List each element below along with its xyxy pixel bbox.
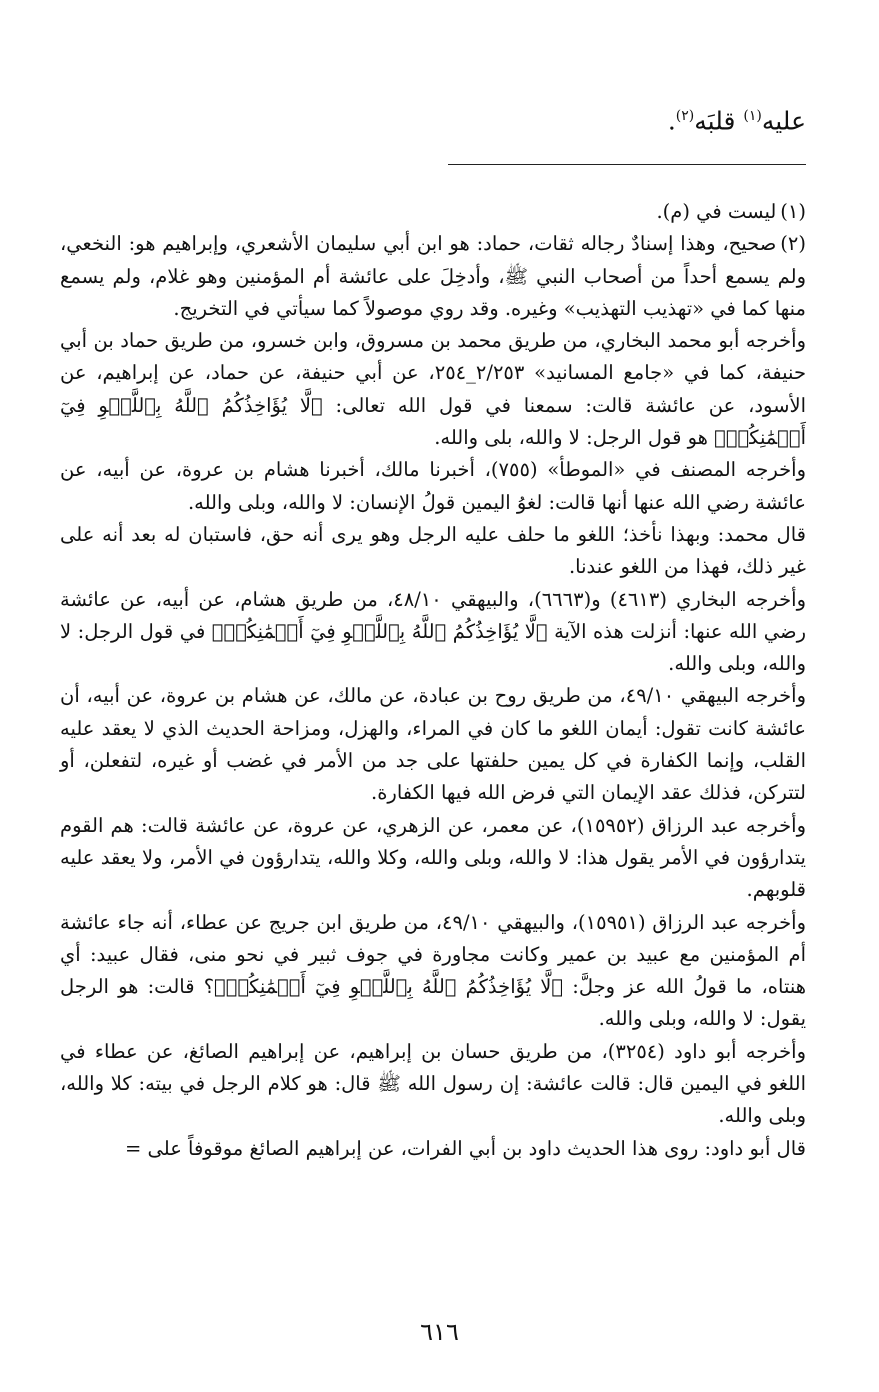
footnotes-block <box>60 196 806 1165</box>
page-number: ٦١٦ <box>420 1318 459 1346</box>
footnote-2-paragraph: وأخرجه أبو داود (٣٢٥٤)، من طريق حسان بن إبراهيم، عن إبراهيم الصائغ، عن عطاء في اللغو في اليمين قال: قالت عائشة: إن رسول الله ﷺ قال: هو كلام الرجل في بيته: كلا والله، وبلى والله. <box>60 1039 806 1128</box>
footnote-2-paragraph: صحيح، وهذا إسنادٌ رجاله ثقات، حماد: هو ابن أبي سليمان الأشعري، وإبراهيم هو: النخعي، ولم يسمع أحداً من أصحاب النبي ﷺ، وأدخِلَ على عائشة أم المؤمنين وهو غلام، ولم يسمع منها كما في «تهذيب التهذيب» وغيره. وقد روي موصولاً كما سيأتي في التخريج. <box>60 232 806 320</box>
main-text-line <box>60 96 806 141</box>
footnote-ref-1: (١) <box>743 108 762 124</box>
main-text-word: عليه <box>761 106 806 136</box>
footnote-2-paragraph: وأخرجه عبد الرزاق (١٥٩٥١)، والبيهقي ٤٩/١٠، من طريق ابن جريج عن عطاء، أنه جاء عائشة أم المؤمنين مع عبيد بن عمير وكانت مجاورة في جوف ثبير في نحو منى، فقال عبيد: أي هنتاه، ما قولُ الله عز وجلَّ: ﴿لَّا يُؤَاخِذُكُمُ ٱللَّهُ بِٱللَّغۡوِ فِيٓ أَيۡمَٰنِكُمۡ﴾؟ قالت: هو الرجل يقول: لا والله، وبلى والله. <box>60 910 806 1031</box>
footnote-2-paragraph: وأخرجه البيهقي ٤٩/١٠، من طريق روح بن عبادة، عن مالك، عن هشام بن عروة، عن أبيه، أن عائشة كانت تقول: أيمان اللغو ما كان في المراء، والهزل، ومزاحة الحديث الذي لا يعقد عليه القلب، وإنما الكفارة في كل يمين حلفتها على جد من الأمر في غضب أو غيره، لتفعلن، أو لتتركن، فذلك عقد الإيمان التي فرض الله فيها الكفارة. <box>60 684 806 805</box>
main-text-end: . <box>667 106 676 136</box>
footnote-1-number: (١) <box>780 200 806 223</box>
main-text-word-2: قلبَه <box>694 106 744 136</box>
footnote-2-paragraph: وأخرجه البخاري (٤٦١٣) و(٦٦٦٣)، والبيهقي ٤٨/١٠، من طريق هشام، عن أبيه، عن عائشة رضي الله عنها: أنزلت هذه الآية ﴿لَّا يُؤَاخِذُكُمُ ٱللَّهُ بِٱللَّغۡوِ فِيٓ أَيۡمَٰنِكُمۡ﴾ في قول الرجل: لا والله، وبلى والله. <box>60 587 806 676</box>
footnote-2-number: (٢) <box>780 232 806 256</box>
footnote-2-first <box>60 228 806 325</box>
footnote-1-text: ليست في (م). <box>656 200 777 223</box>
footnote-2-paragraph: قال أبو داود: روى هذا الحديث داود بن أبي الفرات، عن إبراهيم الصائغ موقوفاً على = <box>124 1136 806 1160</box>
footnote-ref-2: (٢) <box>675 108 695 124</box>
footnote-2-paragraph: وأخرجه أبو محمد البخاري، من طريق محمد بن مسروق، وابن خسرو، من طريق حماد بن أبي حنيفة، كما في «جامع المسانيد» ٢/٢٥٣_٢٥٤، عن أبي حنيفة، عن حماد، عن إبراهيم، عن الأسود، عن عائشة قالت: سمعنا في قول الله تعالى: ﴿لَّا يُؤَاخِذُكُمُ ٱللَّهُ بِٱللَّغۡوِ فِيٓ أَيۡمَٰنِكُمۡ﴾ هو قول الرجل: لا والله، بلى والله. <box>60 329 806 450</box>
footnote-2-paragraph: وأخرجه عبد الرزاق (١٥٩٥٢)، عن معمر، عن الزهري، عن عروة، عن عائشة قالت: هم القوم يتدارؤون في الأمر يقول هذا: لا والله، وبلى والله، وكلا والله، يتدارؤون في الأمر، ولا يعقد عليه قلوبهم. <box>60 813 806 902</box>
footnote-2-paragraph: قال محمد: وبهذا نأخذ؛ اللغو ما حلف عليه الرجل وهو يرى أنه حق، فاستبان له بعد أنه على غير ذلك، فهذا من اللغو عندنا. <box>60 522 806 579</box>
footnote-1 <box>60 196 806 228</box>
footnote-separator <box>448 164 806 165</box>
footnote-2-paragraph: وأخرجه المصنف في «الموطأ» (٧٥٥)، أخبرنا مالك، أخبرنا هشام بن عروة، عن أبيه، عن عائشة رضي الله عنها أنها قالت: لغوُ اليمين قولُ الإنسان: لا والله، وبلى والله. <box>60 458 806 514</box>
